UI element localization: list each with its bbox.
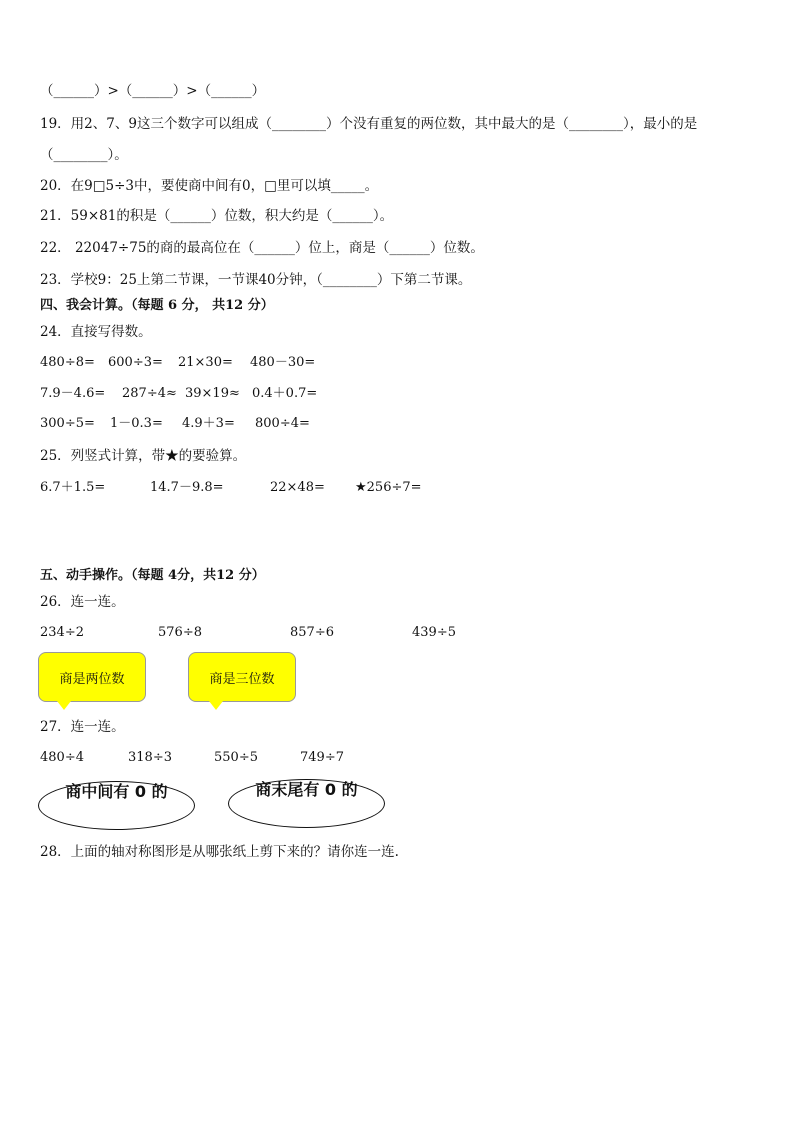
- q27-expression: 318÷3: [128, 750, 172, 765]
- section-4-heading: 四、我会计算。（每题 6 分， 共12 分）: [40, 298, 274, 313]
- q24-item: 4.9＋3=: [182, 416, 235, 431]
- q24-item: 600÷3=: [108, 355, 163, 370]
- oval-label: 商中间有 0 的: [65, 782, 168, 801]
- q24-item: 480－30=: [250, 355, 316, 370]
- bubble-three-digit-quotient: [188, 652, 296, 702]
- question-19-continuation: （________）。: [40, 147, 128, 163]
- q25-item: 14.7－9.8=: [150, 480, 224, 495]
- q26-expression: 857÷6: [290, 625, 334, 640]
- bubble-label: 商是三位数: [209, 671, 275, 687]
- question-28-text: 28．上面的轴对称图形是从哪张纸上剪下来的？请你连一连.: [40, 844, 399, 860]
- question-18-answer-blanks: （______）>（______）>（______）: [40, 83, 266, 99]
- q27-expression: 749÷7: [300, 750, 344, 765]
- oval-zero-at-end: [228, 779, 385, 828]
- question-19-text: 19．用2、7、9这三个数字可以组成（________）个没有重复的两位数，其中最大的是（________），最小的是: [40, 116, 698, 132]
- question-22-text: 22． 22047÷75的商的最高位在（______）位上，商是（______）位数。: [40, 240, 484, 256]
- question-21-text: 21．59×81的积是（______）位数，积大约是（______）。: [40, 208, 394, 224]
- q26-expression: 439÷5: [412, 625, 456, 640]
- question-24-text: 24．直接写得数。: [40, 324, 152, 340]
- q24-item: 800÷4=: [255, 416, 310, 431]
- question-27-text: 27．连一连。: [40, 719, 125, 735]
- bubble-two-digit-quotient: [38, 652, 146, 702]
- q25-item: 22×48=: [270, 480, 325, 495]
- bubble-tail: [57, 701, 71, 710]
- q24-item: 21×30=: [178, 355, 233, 370]
- q24-item: 39×19≈: [185, 386, 240, 401]
- q26-expression: 576÷8: [158, 625, 202, 640]
- q24-item: 300÷5=: [40, 416, 95, 431]
- oval-label: 商末尾有 0 的: [255, 780, 358, 799]
- q24-item: 7.9－4.6=: [40, 386, 106, 401]
- question-20-text: 20．在9□5÷3中，要使商中间有0，□里可以填_____。: [40, 178, 379, 194]
- q24-item: 480÷8=: [40, 355, 95, 370]
- bubble-label: 商是两位数: [59, 671, 125, 687]
- q27-expression: 550÷5: [214, 750, 258, 765]
- q24-item: 0.4＋0.7=: [252, 386, 318, 401]
- oval-zero-in-middle: [38, 781, 195, 830]
- section-5-heading: 五、动手操作。（每题 4分，共12 分）: [40, 568, 265, 583]
- q26-expression: 234÷2: [40, 625, 84, 640]
- question-23-text: 23．学校9：25上第二节课，一节课40分钟，（________）下第二节课。: [40, 272, 472, 288]
- q25-item: 6.7＋1.5=: [40, 480, 106, 495]
- question-26-text: 26．连一连。: [40, 594, 125, 610]
- question-25-text: 25．列竖式计算，带★的要验算。: [40, 448, 247, 464]
- q27-expression: 480÷4: [40, 750, 84, 765]
- bubble-tail: [209, 701, 223, 710]
- q24-item: 1－0.3=: [110, 416, 163, 431]
- q24-item: 287÷4≈: [122, 386, 177, 401]
- q25-item: ★256÷7=: [355, 480, 422, 495]
